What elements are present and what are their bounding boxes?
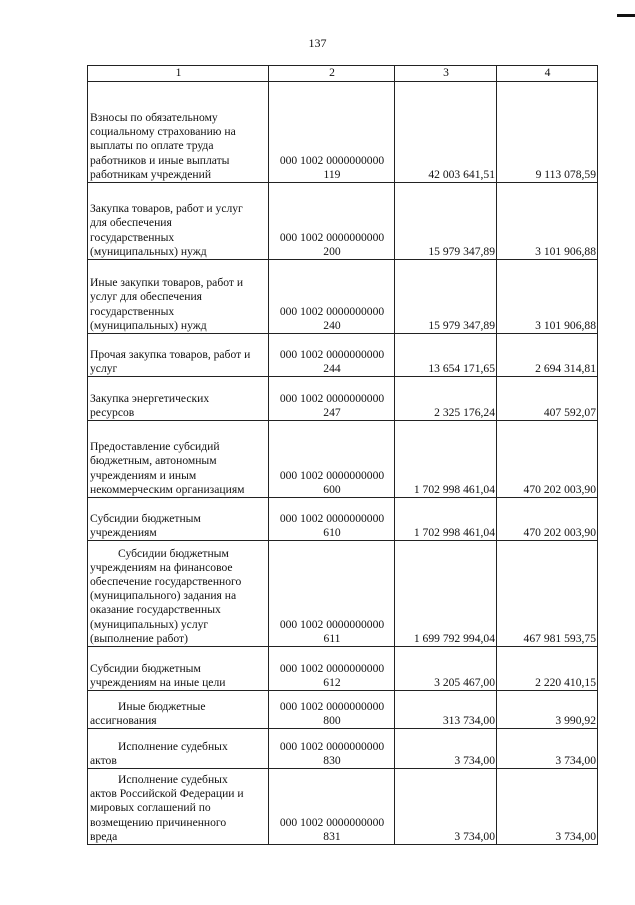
table-row: [88, 260, 598, 334]
row-value-4: 3 101 906,88: [497, 183, 598, 260]
row-code: 000 1002 0000000000 610: [269, 498, 395, 541]
row-value-3: 313 734,00: [395, 691, 497, 729]
row-code: 000 1002 0000000000 240: [269, 260, 395, 334]
corner-mark: [617, 14, 635, 17]
row-value-4: 9 113 078,59: [497, 82, 598, 183]
row-name: Иные закупки товаров, работ и услуг для обеспечения государственных (муниципальных) нужд: [88, 260, 269, 334]
row-code: 000 1002 0000000000 600: [269, 421, 395, 498]
table-row: [88, 729, 598, 769]
page-number: 137: [308, 36, 327, 50]
table-row: [88, 377, 598, 421]
row-value-3: 13 654 171,65: [395, 334, 497, 377]
budget-table: [87, 65, 598, 845]
row-value-4: 470 202 003,90: [497, 421, 598, 498]
row-value-4: 2 694 314,81: [497, 334, 598, 377]
table-header-row: [88, 66, 598, 82]
table-row: [88, 769, 598, 845]
row-value-3: 3 734,00: [395, 769, 497, 845]
table-row: [88, 647, 598, 691]
row-code: 000 1002 0000000000 244: [269, 334, 395, 377]
row-name: Предоставление субсидий бюджетным, автономным учреждениям и иным некоммерческим организациям: [88, 421, 269, 498]
row-code: 000 1002 0000000000 612: [269, 647, 395, 691]
row-name: Исполнение судебных актов Российской Федерации и мировых соглашений по возмещению причиненного вреда: [88, 769, 269, 845]
row-code: 000 1002 0000000000 247: [269, 377, 395, 421]
table-row: [88, 541, 598, 647]
row-value-3: 15 979 347,89: [395, 260, 497, 334]
table-row: [88, 498, 598, 541]
row-name: Прочая закупка товаров, работ и услуг: [88, 334, 269, 377]
row-value-4: 3 734,00: [497, 769, 598, 845]
row-name: Взносы по обязательному социальному страхованию на выплаты по оплате труда работников и иные выплаты работникам учреждений: [88, 82, 269, 183]
row-name: Закупка энергетических ресурсов: [88, 377, 269, 421]
row-value-4: 3 734,00: [497, 729, 598, 769]
row-value-3: 1 702 998 461,04: [395, 498, 497, 541]
table-row: [88, 421, 598, 498]
row-name: Закупка товаров, работ и услуг для обеспечения государственных (муниципальных) нужд: [88, 183, 269, 260]
row-name: Субсидии бюджетным учреждениям на финансовое обеспечение государственного (муниципального) задания на оказание государственных (муниципальных) услуг (выполнение работ): [88, 541, 269, 647]
row-code: 000 1002 0000000000 119: [269, 82, 395, 183]
row-value-3: 15 979 347,89: [395, 183, 497, 260]
row-value-3: 2 325 176,24: [395, 377, 497, 421]
table-row: [88, 691, 598, 729]
row-code: 000 1002 0000000000 831: [269, 769, 395, 845]
row-code: 000 1002 0000000000 800: [269, 691, 395, 729]
row-value-3: 3 205 467,00: [395, 647, 497, 691]
row-value-4: 407 592,07: [497, 377, 598, 421]
row-value-4: 470 202 003,90: [497, 498, 598, 541]
column-header-3: 3: [395, 66, 497, 82]
row-code: 000 1002 0000000000 830: [269, 729, 395, 769]
row-value-3: 1 699 792 994,04: [395, 541, 497, 647]
row-code: 000 1002 0000000000 611: [269, 541, 395, 647]
row-value-3: 1 702 998 461,04: [395, 421, 497, 498]
row-name: Исполнение судебных актов: [88, 729, 269, 769]
row-name: Иные бюджетные ассигнования: [88, 691, 269, 729]
row-name: Субсидии бюджетным учреждениям: [88, 498, 269, 541]
row-value-4: 3 990,92: [497, 691, 598, 729]
column-header-2: 2: [269, 66, 395, 82]
row-code: 000 1002 0000000000 200: [269, 183, 395, 260]
row-value-4: 3 101 906,88: [497, 260, 598, 334]
row-value-4: 2 220 410,15: [497, 647, 598, 691]
row-value-3: 3 734,00: [395, 729, 497, 769]
row-name: Субсидии бюджетным учреждениям на иные цели: [88, 647, 269, 691]
table-row: [88, 82, 598, 183]
table-row: [88, 183, 598, 260]
column-header-4: 4: [497, 66, 598, 82]
row-value-3: 42 003 641,51: [395, 82, 497, 183]
row-value-4: 467 981 593,75: [497, 541, 598, 647]
column-header-1: 1: [88, 66, 269, 82]
table-row: [88, 334, 598, 377]
